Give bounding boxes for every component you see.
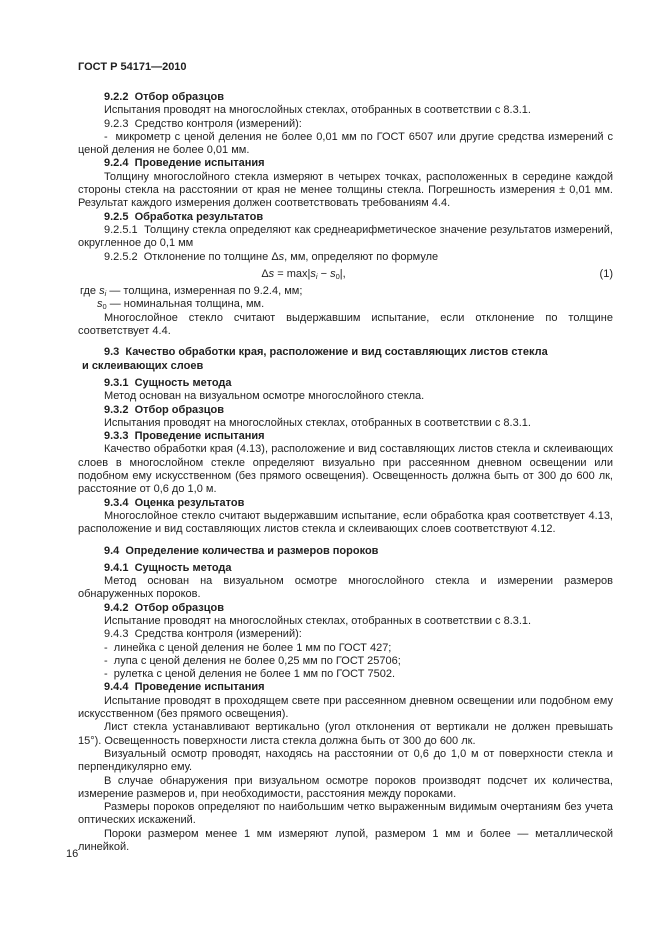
delta-symbol: Δ: [271, 250, 279, 263]
para-9-2-conclusion: Многослойное стекло считают выдержавшим испытание, если отклонение по толщине соответствует 4.4.: [78, 311, 613, 338]
heading-9-3-line1: 9.3 Качество обработки края, расположение и вид составляющих листов стекла: [104, 346, 548, 359]
where-lead: где: [80, 285, 100, 298]
list-item-loupe: - лупа с ценой деления не более 0,25 мм по ГОСТ 25706;: [104, 654, 401, 667]
heading-9-4-4: 9.4.4 Проведение испытания: [104, 681, 265, 694]
variable-s-i: s: [310, 267, 316, 280]
para-9-4-1-method: Метод основан на визуальном осмотре многослойного стекла и измерении размеров обнаруженных пороков.: [78, 575, 613, 601]
subscript-i: i: [315, 271, 318, 281]
para-9-3-3-procedure: Качество обработки края (4.13), расположение и вид составляющих листов стекла и склеивающих слоев в многослойном стекле определяют визуально при рассеянном дневном освещении или подобном ему искусственном (без прямого освещения). Освещенность должна быть от 300 до 600 лк, расстояние от 0,6 до 1,0 м.: [78, 443, 613, 496]
heading-9-4-1: 9.4.1 Сущность метода: [104, 561, 232, 574]
variable-s-0: s: [97, 298, 103, 311]
formula-1-row: [78, 268, 613, 281]
subscript-0: 0: [335, 271, 340, 281]
variable-s-i: s: [99, 285, 105, 298]
para-9-2-3-micrometer: - микрометр с ценой деления не более 0,01 мм по ГОСТ 6507 или другие средства измерений с ценой деления не более 0,01 мм.: [78, 130, 613, 157]
doc-code: ГОСТ Р 54171—2010: [78, 61, 187, 73]
heading-9-3-2: 9.3.2 Отбор образцов: [104, 403, 225, 416]
heading-9-3-3: 9.3.3 Проведение испытания: [104, 430, 265, 443]
para-9-4-3: 9.4.3 Средства контроля (измерений):: [104, 628, 302, 641]
heading-9-3-1: 9.3.1 Сущность метода: [104, 376, 232, 389]
formula-number: (1): [599, 267, 613, 280]
para-9-2-3: 9.2.3 Средство контроля (измерений):: [104, 117, 302, 130]
heading-9-3-line2: и склеивающих слоев: [82, 359, 204, 372]
para-9-3-1-method: Метод основан на визуальном осмотре многослойного стекла.: [104, 390, 425, 403]
variable-s-0: s: [330, 267, 336, 280]
para-9-4-4-measure: Пороки размером менее 1 мм измеряют лупой, размером 1 мм и более — металлической линейкой.: [78, 827, 613, 854]
list-item-tape-measure: - рулетка с ценой деления не более 1 мм по ГОСТ 7502.: [104, 668, 396, 681]
formula-expression: [261, 268, 345, 281]
heading-9-4: 9.4 Определение количества и размеров пороков: [104, 544, 379, 557]
definition-s-i: — толщина, измеренная по 9.2.4, мм;: [106, 285, 303, 298]
para-9-4-2-sampling: Испытание проводят на многослойных стеклах, отобранных в соответствии с 8.3.1.: [104, 614, 532, 627]
para-9-2-4-thickness: Толщину многослойного стекла измеряют в четырех точках, расположенных в середине каждой стороны стекла на расстоянии от края не менее толщины стекла. Погрешность измерения ± 0,01 мм. Результат каждого измерения должен соответствовать требованиям 4.4.: [78, 170, 613, 210]
para-9-4-4-outline: Размеры пороков определяют по наибольшим четко выраженным видимым очертаниям без учета оптических искажений.: [78, 801, 613, 827]
page-number: 16: [66, 848, 79, 860]
subscript-0: 0: [102, 302, 107, 312]
heading-9-2-2: 9.2.2 Отбор образцов: [104, 91, 225, 103]
minus-operator: −: [317, 267, 331, 280]
heading-9-4-2: 9.4.2 Отбор образцов: [104, 601, 225, 614]
heading-9-2-5: 9.2.5 Обработка результатов: [104, 210, 264, 223]
para-9-4-4-light: Испытание проводят в проходящем свете при рассеянном дневном освещении или подобном ему искусственном (без прямого освещения).: [78, 694, 613, 721]
para-9-4-4-vertical: Лист стекла устанавливают вертикально (угол отклонения от вертикали не должен превышать 15°). Освещенность поверхности листа стекла должна быть от 300 до 600 лк.: [78, 721, 613, 747]
para-9-3-2-sampling: Испытания проводят на многослойных стеклах, отобранных в соответствии с 8.3.1.: [104, 416, 531, 429]
para-9-2-2-sampling: Испытания проводят на многослойных стеклах, отобранных в соответствии с 8.3.1.: [104, 104, 531, 117]
para-9-2-5-2: [78, 251, 613, 264]
para-9-2-5-2-tail: , мм, определяют по формуле: [284, 250, 439, 263]
equals-max-operator: = max|: [274, 267, 311, 280]
para-9-4-4-distance: Визуальный осмотр проводят, находясь на расстоянии от 0,6 до 1,0 м от поверхности стекла и перпендикулярно ему.: [78, 747, 613, 774]
where-clause-s-0: [78, 298, 613, 311]
subscript-i: i: [104, 289, 107, 299]
definition-s-0: — номинальная толщина, мм.: [106, 298, 265, 311]
para-9-4-4-count: В случае обнаружения при визуальном осмотре пороков производят подсчет их количества, измерение размеров и, при необходимости, расстояния между пороками.: [78, 774, 613, 800]
where-clause-s-i: [78, 285, 613, 298]
para-9-3-4-evaluation: Многослойное стекло считают выдержавшим испытание, если обработка края соответствует 4.13, расположение и вид составляющих листов стекла и склеивающих слоев соответствуют 4.12.: [78, 509, 613, 536]
para-9-2-5-1: 9.2.5.1 Толщину стекла определяют как среднеарифметическое значение результатов измерений, округленное до 0,1 мм: [78, 223, 613, 250]
variable-s: s: [278, 250, 285, 263]
list-item-ruler: - линейка с ценой деления не более 1 мм по ГОСТ 427;: [104, 641, 392, 654]
heading-9-3: [78, 346, 613, 373]
variable-s: s: [268, 267, 275, 280]
formula-close: |,: [339, 267, 346, 280]
delta-symbol: Δ: [261, 267, 269, 280]
para-9-2-5-2-text: 9.2.5.2 Отклонение по толщине: [104, 250, 272, 263]
heading-9-2-4: 9.2.4 Проведение испытания: [104, 157, 265, 170]
page-content: [78, 91, 613, 854]
heading-9-3-4: 9.3.4 Оценка результатов: [104, 496, 245, 509]
